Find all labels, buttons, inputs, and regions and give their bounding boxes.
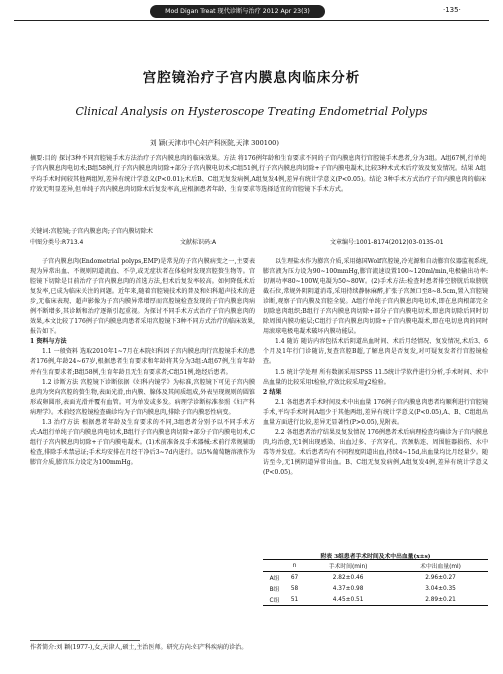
paragraph: 以生理盐水作为膨宫介质,采用德国Wolf宫腔镜,冷光源和自动膨宫仪器监视系统,膨宫液为压力设为90~100mmHg,膨宫流速设置100~120ml/min,电极输出功率:切割功率80~100W,电凝为50~80W。(2)手术方法:检查时患者排空膀胱后取膀胱截石位,常规外阴阴道消毒,采用持续静脉麻醉,扩张子宫颈口至8~8.5cm,置入宫腔镜诊断,观察子宫内膜及宫腔全貌。A组行单纯子宫内膜息肉电切术,即在息肉根部完全切除息肉组织;B组行子宫内膜息肉切除+部分子宫内膜电切术,即息肉切除后同时切除周围内膜功能层;C组行子宫内膜息肉切除+子宫内膜电凝术,即在电切息肉的同时用滚球电极电凝术破坏内膜功能层。 <box>263 258 488 336</box>
paragraph: 2.2 各组患者治疗结果及复发情况 176例患者术后病理检查均确诊为子宫内膜息肉,均治愈,无1例出现感染、出血过多、子宫穿孔、宫颈粘连、周围脏器损伤、水中毒等并发症。术后患者均有不同程度阴道出血,持续4~15d,出血量均比月经量少。随访至今,无1例阴道异常出血。B、C组无复发病例,A组复发4例,差异有统计学意义(P<0.05)。 <box>263 428 488 476</box>
paragraph: 2.1 各组患者手术时间及术中出血量 176例子宫内膜息肉患者均顺利进行宫腔镜手术,平均手术时间A组少于其他两组,差异有统计学意义(P<0.05),A、B、C组组出血量方面进行比较,差异无显著性(P>0.05),见附表。 <box>263 398 488 426</box>
keywords: 关键词:宫腔镜;子宫内膜息肉;子宫内膜切除术 <box>30 228 153 235</box>
table-cell: B组 <box>269 587 280 593</box>
table-row <box>263 572 488 584</box>
table-cell: 2.82±0.46 <box>332 574 364 581</box>
results-table <box>263 559 488 606</box>
article-id: 文章编号:1001-8174(2012)03-0135-01 <box>330 239 444 246</box>
section-heading: 1 资料与方法 <box>30 338 67 346</box>
table-cell: 4.45±0.51 <box>303 594 393 606</box>
abstract: 摘要:目的 探讨3种不同宫腔镜手术方法治疗子宫内膜息肉的临床效果。方法 将176例年龄和生育要求不同的子宫内膜息肉行宫腔镜手术患者,分为3组。A组67例,行单纯子宫内膜息肉电切术;B组58例,行子宫内膜息肉切除+部分子宫内膜电切术;C组51例,行子宫内膜息肉切除+子宫内膜电凝术,比较3种术式术后疗效及复发情况。结果 A组平均手术时间较其他两组短,差异有统计学意义(P<0.01);术后B、C组无复发病例,A组复发4例,差异有统计学意义(P<0.05)。结论 3种手术方式治疗子宫内膜息肉的临床疗效无明显差异,但单纯子宫内膜息肉切除术后复发率高,应根据患者年龄、生育要求等选择适宜的宫腔镜下手术方式。 <box>30 155 486 193</box>
table-cell: C组 <box>263 594 286 606</box>
paragraph: 1.2 诊断方法 宫腔镜下诊断依据《妇科内镜学》为标准,宫腔镜下可见子宫内膜息肉为突向宫腔的赘生物,表面光滑,由内膜、腺体及其间质组成,外表呈现规则的圆锥形或卵圆形,表面光滑并覆有血管。可为单发或多发。病理学诊断标准参照《妇产科病理学》。术前经宫腔镜检查确诊均为子宫内膜息肉,排除子宫内膜恶性病变。 <box>30 378 255 416</box>
table-header-cell: 术中出血量(ml) <box>393 560 488 572</box>
table-cell: A组 <box>269 576 280 582</box>
table-cell: 51 <box>286 594 303 606</box>
table-cell: 4.37±0.98 <box>332 585 364 592</box>
paragraph: 1.3 治疗方法 根据患者年龄及生育要求的不同,3组患者分别予以不同手术方式:A组行单纯子宫内膜息肉电切术,B组行子宫内膜息肉切除+部分子宫内膜电切术,C组行子宫内膜息肉切除+子宫内膜电凝术。(1)术前准备及手术器械:术前行常规辅助检查,排除手术禁忌证;手术均安排在月经干净后3~7d内进行。以5%葡萄糖溶液作为膨宫介质,膨宫压力设定为100mmHg。 <box>30 418 255 466</box>
clc-number: 中图分类号:R713.4 <box>30 239 84 246</box>
paragraph: 1.5 统计学处理 所有数据采用SPSS 11.5统计学软件进行分析,手术时间、术中出血量的比较采用t检验,疗效比较采用χ2检验。 <box>263 368 488 386</box>
table-cell: 2.89±0.21 <box>393 594 488 606</box>
document-code: 文献标识码:A <box>180 239 217 246</box>
article-title-english: Clinical Analysis on Hysteroscope Treating Endometrial Polyps <box>75 105 428 118</box>
footnote-rule <box>30 640 140 641</box>
table-caption: 附表 3组患者手术时间及术中出血量(x±s) <box>320 554 431 560</box>
table-header-row <box>263 560 488 572</box>
header-rule <box>14 20 489 21</box>
table-header-cell: 手术时间(min) <box>303 560 393 572</box>
table-cell: 58 <box>290 585 299 592</box>
table-row <box>263 583 488 594</box>
table-cell: 2.96±0.27 <box>425 574 456 581</box>
table-header-cell: n <box>286 560 303 572</box>
table-cell: 67 <box>290 574 299 581</box>
classification-line <box>30 237 486 247</box>
table-cell: 3.04±0.35 <box>425 585 456 592</box>
author-footnote: 作者简介:刘 颖(1977-),女,天津人,硕士,主治医师。研究方向:妇产科疾病的诊治。 <box>30 644 248 651</box>
intro-paragraph: 子宫内膜息肉(Endometrial polyps,EMP)是常见的子宫内膜病变之一,主要表现为异常出血、不规则阴道流血、不孕,或无症状者在体检时发现宫腔赘生物等。宫腔镜下切除是目前治疗子宫内膜息肉的首选方法,但术后复发率较高。如何降低术后复发率,已成为临床关注的问题。近年来,随着宫腔镜技术的普及和妇科超声技术的进步,无临床表现、超声影像为子宫内膜异常增厚而宫腔镜检查发现的子宫内膜息肉病例不断增多,其诊断和治疗逐渐引起重视。为探讨不同手术方式治疗子宫内膜息肉的效果,本文比较了176例子宫内膜息肉患者采用宫腔镜下3种不同方式治疗的临床效果,报告如下。 <box>30 258 255 336</box>
page-number: ·135· <box>443 6 461 14</box>
section-heading: 2 结果 <box>263 388 282 396</box>
article-title: 宫腔镜治疗子宫内膜息肉临床分析 <box>142 70 361 86</box>
table-row <box>263 594 488 606</box>
paragraph: 1.1 一般资料 选取2010年1~7月在本院妇科因子宫内膜息肉行宫腔镜手术的患者176例,年龄24~67岁,根据患者生育要求和年龄将其分为3组:A组67例,生育年龄并有生育要求者;B组58例,生育年龄且无生育要求者;C组51例,绝经后患者。 <box>30 348 255 376</box>
journal-name: Mod Digan Treat 现代诊断与治疗 2012 Apr 23(3) <box>165 8 310 15</box>
paragraph: 1.4 随访 随访内容包括术后阴道出血时间、术后月经情况、复发情况,术后3、6个月及1年行门诊随访,复查宫腔B超,了解息肉是否复发,对可疑复发者行宫腔镜检查。 <box>263 338 488 366</box>
table-header-cell <box>263 560 286 572</box>
author-line: 刘 颖(天津市中心妇产科医院,天津 300100) <box>150 139 279 147</box>
running-header <box>0 0 503 20</box>
left-column <box>30 257 255 468</box>
right-column <box>263 257 488 478</box>
